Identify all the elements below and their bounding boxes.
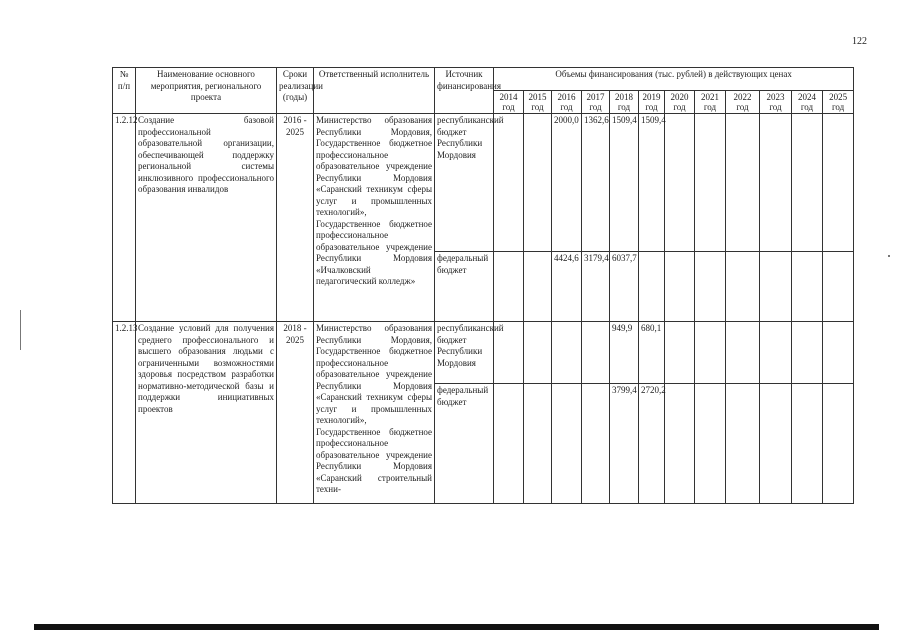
year-header: 2025 год bbox=[823, 91, 854, 114]
value-cell bbox=[760, 384, 792, 504]
row-name: Создание базовой профессиональной образовательной организации, обеспечивающей поддержку региональной системы инклюзивного профессионального образования инвалидов bbox=[136, 114, 277, 322]
value-cell bbox=[524, 114, 552, 252]
value-cell bbox=[665, 114, 695, 252]
value-cell bbox=[524, 252, 552, 322]
value-cell bbox=[552, 384, 582, 504]
value-cell: 2000,0 bbox=[552, 114, 582, 252]
value-cell: 6037,7 bbox=[610, 252, 639, 322]
value-cell: 1509,4 bbox=[610, 114, 639, 252]
value-cell bbox=[823, 252, 854, 322]
value-cell bbox=[823, 384, 854, 504]
value-cell bbox=[760, 252, 792, 322]
row-term: 2016 - 2025 bbox=[277, 114, 314, 322]
value-cell bbox=[639, 252, 665, 322]
row-executor: Министерство образования Республики Мордовия, Государственное бюджетное профессиональное образовательное учреждение Республики Мордовия «Саранский техникум сферы услуг и промышленных технологий», Государственное бюджетное профессиональное образовательное учреждение Республики Мордовия «Саранский строительный техни- bbox=[314, 322, 435, 504]
value-cell bbox=[792, 114, 823, 252]
header-executor: Ответственный исполнитель bbox=[314, 68, 435, 114]
scan-artifact-line bbox=[20, 310, 21, 350]
year-header: 2016 год bbox=[552, 91, 582, 114]
year-header: 2022 год bbox=[726, 91, 760, 114]
header-row bbox=[113, 68, 854, 91]
value-cell bbox=[726, 384, 760, 504]
value-cell bbox=[726, 322, 760, 384]
header-name: Наименование основного мероприятия, регионального проекта bbox=[136, 68, 277, 114]
value-cell bbox=[494, 114, 524, 252]
row-number: 1.2.12 bbox=[113, 114, 136, 322]
row-name: Создание условий для получения среднего профессионального и высшего образования людьми с ограниченными возможностями здоровья посредством разработки нормативно-методической базы и поддержки инициативных проектов bbox=[136, 322, 277, 504]
financing-table bbox=[112, 67, 854, 504]
value-cell bbox=[695, 322, 726, 384]
row-source: республиканский бюджет Республики Мордовия bbox=[435, 114, 494, 252]
scan-bottom-bar bbox=[34, 624, 879, 630]
header-volumes: Объемы финансирования (тыс. рублей) в действующих ценах bbox=[494, 68, 854, 91]
value-cell bbox=[665, 252, 695, 322]
value-cell bbox=[665, 384, 695, 504]
header-term: Сроки реализации (годы) bbox=[277, 68, 314, 114]
year-header: 2020 год bbox=[665, 91, 695, 114]
value-cell bbox=[552, 322, 582, 384]
value-cell bbox=[726, 252, 760, 322]
table-row bbox=[113, 114, 854, 252]
value-cell bbox=[726, 114, 760, 252]
value-cell: 3799,4 bbox=[610, 384, 639, 504]
value-cell bbox=[494, 384, 524, 504]
page-number: 122 bbox=[852, 36, 867, 47]
value-cell: 3179,4 bbox=[582, 252, 610, 322]
value-cell: 949,9 bbox=[610, 322, 639, 384]
row-term: 2018 - 2025 bbox=[277, 322, 314, 504]
row-number: 1.2.13 bbox=[113, 322, 136, 504]
value-cell bbox=[760, 322, 792, 384]
value-cell: 1509,4 bbox=[639, 114, 665, 252]
header-source: Источник финансирования bbox=[435, 68, 494, 114]
scan-artifact-dot bbox=[888, 255, 890, 257]
value-cell bbox=[823, 322, 854, 384]
value-cell bbox=[760, 114, 792, 252]
value-cell bbox=[665, 322, 695, 384]
value-cell: 1362,6 bbox=[582, 114, 610, 252]
value-cell bbox=[792, 322, 823, 384]
year-header: 2017 год bbox=[582, 91, 610, 114]
year-header: 2024 год bbox=[792, 91, 823, 114]
value-cell: 2720,2 bbox=[639, 384, 665, 504]
value-cell bbox=[823, 114, 854, 252]
value-cell bbox=[494, 252, 524, 322]
value-cell bbox=[695, 114, 726, 252]
value-cell: 680,1 bbox=[639, 322, 665, 384]
row-source: республиканский бюджет Республики Мордовия bbox=[435, 322, 494, 384]
value-cell bbox=[695, 384, 726, 504]
table-row bbox=[113, 322, 854, 384]
row-source: федеральный бюджет bbox=[435, 384, 494, 504]
value-cell: 4424,6 bbox=[552, 252, 582, 322]
value-cell bbox=[524, 322, 552, 384]
value-cell bbox=[792, 252, 823, 322]
header-num: № п/п bbox=[113, 68, 136, 114]
year-header: 2023 год bbox=[760, 91, 792, 114]
value-cell bbox=[582, 384, 610, 504]
year-header: 2019 год bbox=[639, 91, 665, 114]
year-header: 2018 год bbox=[610, 91, 639, 114]
value-cell bbox=[695, 252, 726, 322]
year-header: 2021 год bbox=[695, 91, 726, 114]
value-cell bbox=[792, 384, 823, 504]
row-executor: Министерство образования Республики Мордовия, Государственное бюджетное профессиональное образовательное учреждение Республики Мордовия «Саранский техникум сферы услуг и промышленных технологий», Государственное бюджетное профессиональное образовательное учреждение Республики Мордовия «Ичалковский педагогический колледж» bbox=[314, 114, 435, 322]
value-cell bbox=[524, 384, 552, 504]
value-cell bbox=[582, 322, 610, 384]
year-header: 2015 год bbox=[524, 91, 552, 114]
year-header: 2014 год bbox=[494, 91, 524, 114]
row-source: федеральный бюджет bbox=[435, 252, 494, 322]
